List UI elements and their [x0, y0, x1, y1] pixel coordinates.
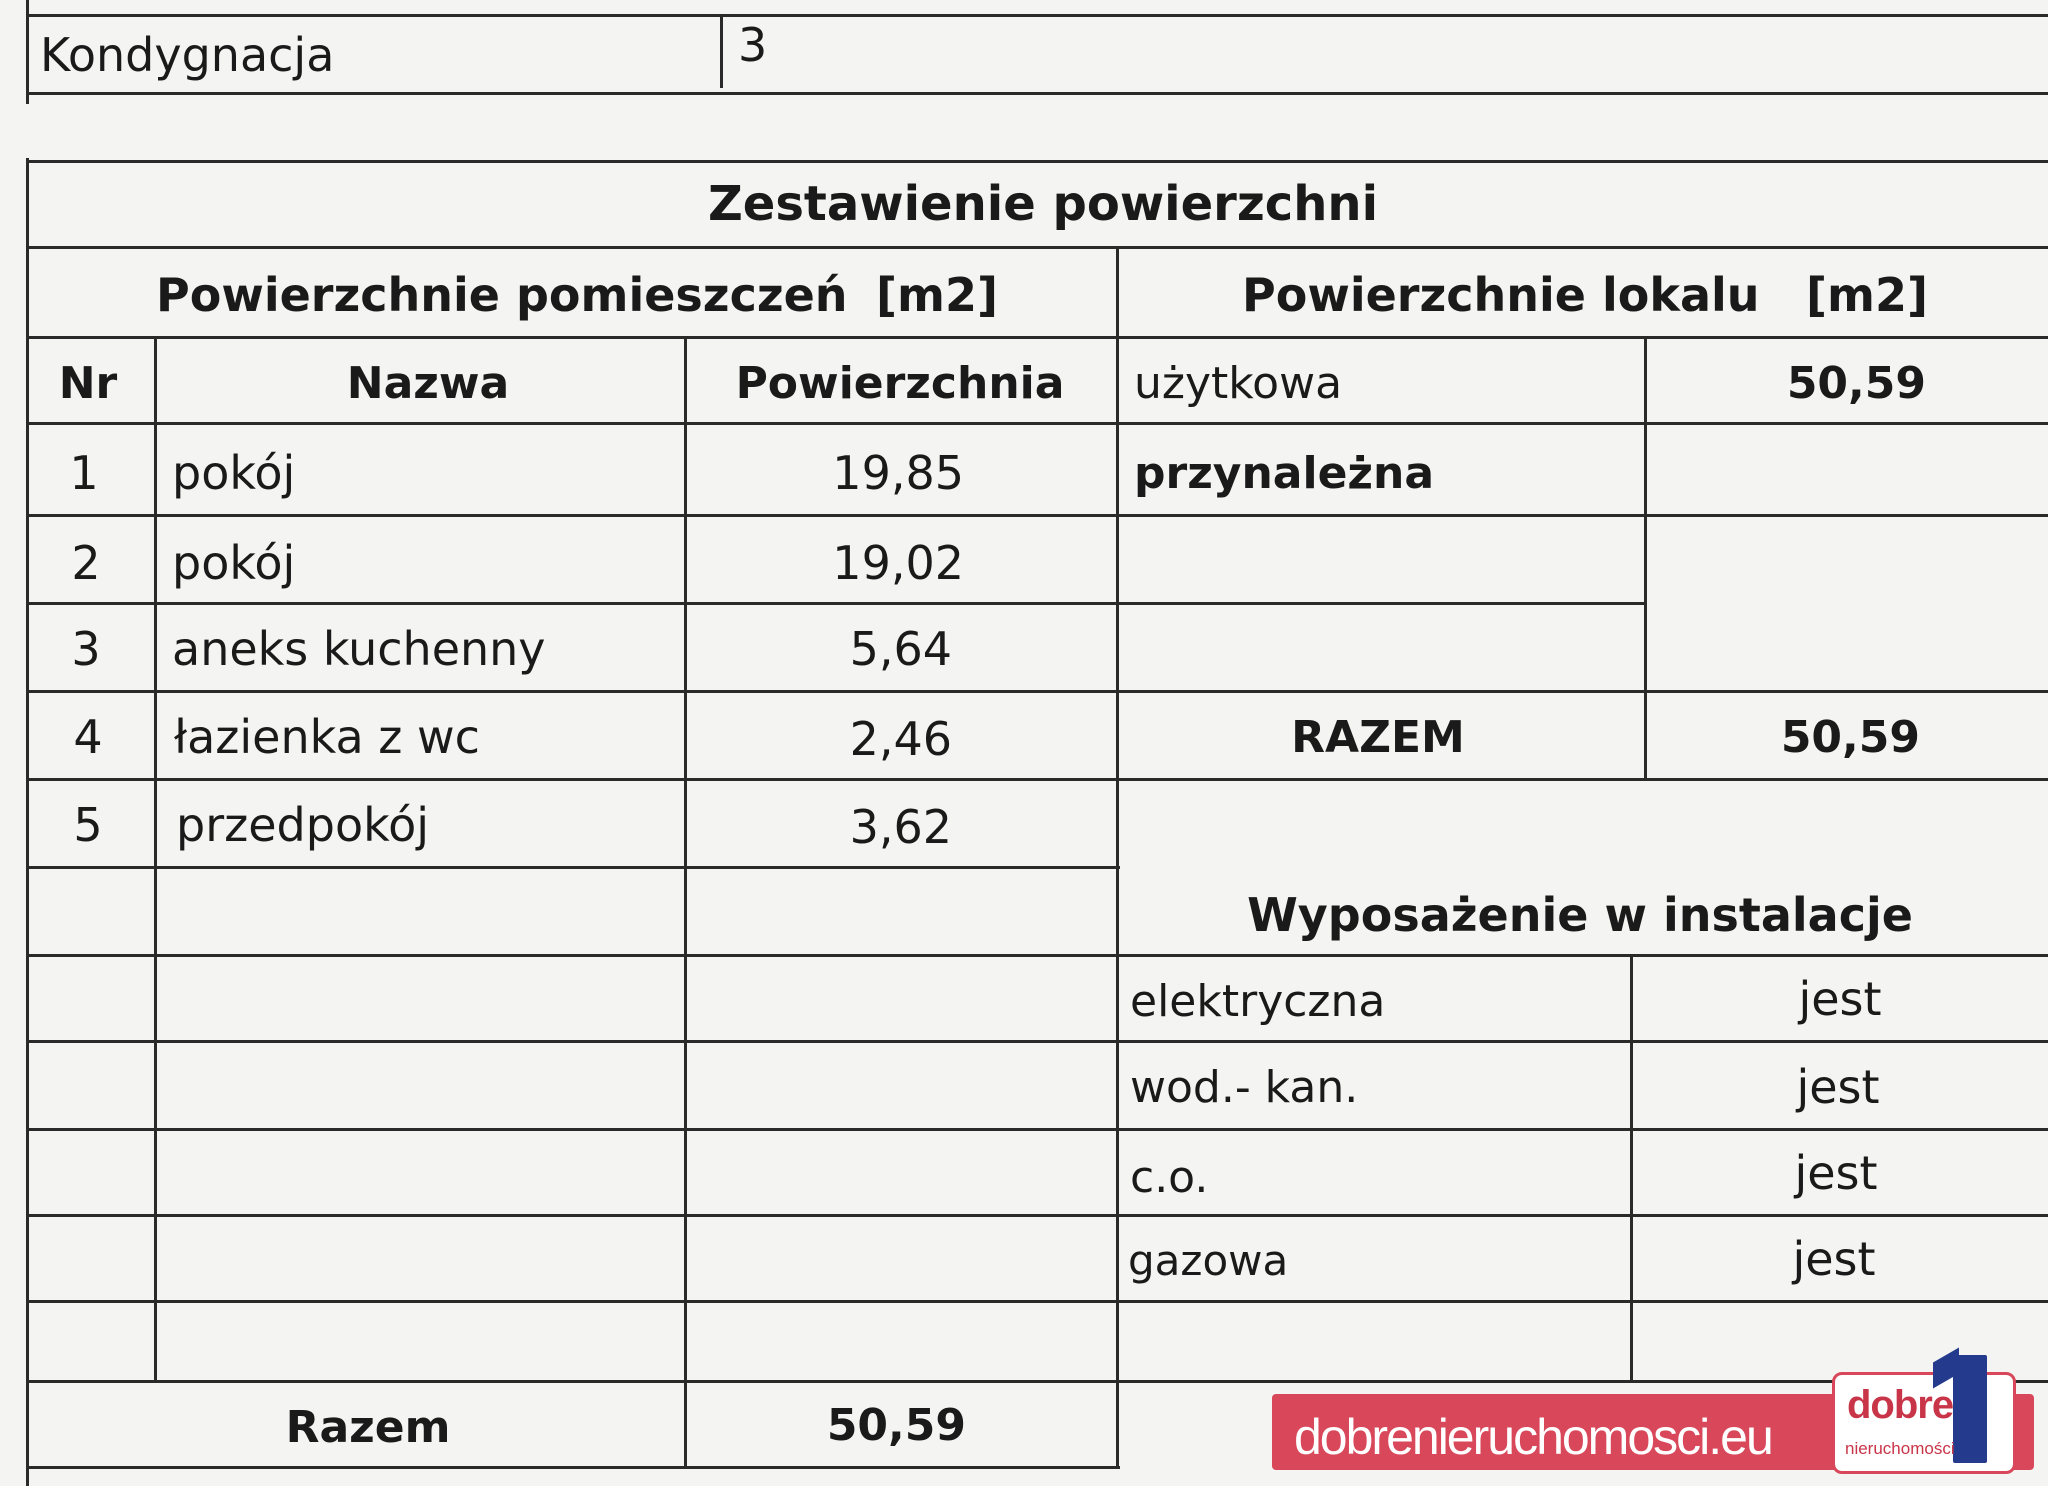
unit-section-unit: [m2]	[1806, 268, 1928, 322]
room-row-4-area: 2,46	[849, 712, 952, 766]
room-row-1-nr: 1	[69, 446, 99, 500]
col-line-nr	[154, 336, 157, 1380]
rooms-total-label: Razem	[285, 1402, 451, 1453]
logo-subtitle: nieruchomości	[1845, 1439, 1955, 1458]
col-header-nr: Nr	[58, 358, 118, 409]
table-line-top	[26, 160, 2048, 163]
installation-row-1-name: elektryczna	[1130, 976, 1386, 1027]
logo-word: dobre	[1847, 1383, 1954, 1427]
installation-row-2-value: jest	[1796, 1060, 1880, 1114]
installation-row-3-name: c.o.	[1130, 1152, 1209, 1203]
line-row-3	[26, 690, 2048, 693]
installation-row-2-name: wod.- kan.	[1130, 1062, 1359, 1113]
logo-one-mark	[1953, 1355, 1987, 1463]
floor-value: 3	[738, 18, 768, 72]
line-row-1	[26, 514, 2048, 517]
col-line-right-top	[1644, 336, 1647, 778]
room-row-3-area: 5,64	[849, 622, 952, 676]
room-row-5-nr: 5	[73, 798, 103, 852]
unit-total-label: RAZEM	[1291, 712, 1465, 763]
watermark-logo	[1832, 1372, 2016, 1474]
room-row-5-area: 3,62	[849, 800, 952, 854]
line-row-8	[26, 1128, 2048, 1131]
col-line-center	[1116, 246, 1119, 1466]
rooms-total-value: 50,59	[826, 1400, 966, 1451]
room-row-3-name: aneks kuchenny	[172, 622, 546, 676]
table-title: Zestawienie powierzchni	[707, 176, 1379, 232]
installation-row-4-value: jest	[1792, 1232, 1876, 1286]
room-row-3-nr: 3	[71, 622, 101, 676]
usable-area-label: użytkowa	[1134, 358, 1343, 409]
rooms-section-title: Powierzchnie pomieszczeń	[156, 268, 848, 322]
line-bottom	[26, 1466, 1120, 1469]
installation-row-4-name: gazowa	[1128, 1236, 1289, 1285]
line-row-10	[26, 1300, 2048, 1303]
col-line-right-bottom	[1630, 954, 1633, 1380]
line-row-5	[26, 866, 1120, 869]
appurtenant-area-label: przynależna	[1134, 448, 1435, 499]
room-row-2-name: pokój	[172, 536, 296, 590]
header-line-bottom	[26, 92, 2048, 95]
room-row-5-name: przedpokój	[176, 798, 430, 852]
installation-row-1-value: jest	[1798, 972, 1882, 1026]
line-row-6	[26, 954, 2048, 957]
watermark-banner	[1272, 1383, 2034, 1470]
watermark-site-text: dobrenieruchomosci.eu	[1294, 1409, 1772, 1465]
col-header-area: Powierzchnia	[735, 358, 1065, 409]
line-row-7	[26, 1040, 2048, 1043]
line-row-2	[26, 602, 1646, 605]
line-row-11	[26, 1380, 2048, 1383]
room-row-1-name: pokój	[172, 446, 296, 500]
installations-title: Wyposażenie w instalacje	[1247, 888, 1913, 942]
unit-total-value: 50,59	[1780, 712, 1920, 763]
line-row-9	[26, 1214, 2048, 1217]
line-below-col-headers	[26, 422, 2048, 425]
usable-area-value: 50,59	[1786, 358, 1926, 409]
room-row-2-area: 19,02	[832, 536, 964, 590]
floor-label: Kondygnacja	[40, 28, 335, 82]
room-row-4-nr: 4	[73, 710, 103, 764]
rooms-section-unit: [m2]	[876, 268, 998, 322]
room-row-2-nr: 2	[71, 536, 101, 590]
line-below-section-headers	[26, 336, 2048, 339]
room-row-4-name: łazienka z wc	[174, 710, 480, 764]
table-frame-left	[26, 158, 29, 1486]
header-divider	[720, 14, 723, 88]
title-line-bottom	[26, 246, 2048, 249]
col-header-name: Nazwa	[346, 358, 510, 409]
header-line-top	[26, 14, 2048, 17]
installation-row-3-value: jest	[1794, 1146, 1878, 1200]
unit-section-title: Powierzchnie lokalu	[1242, 268, 1760, 322]
room-row-1-area: 19,85	[832, 446, 964, 500]
line-row-4	[26, 778, 2048, 781]
col-line-name	[684, 336, 687, 1466]
